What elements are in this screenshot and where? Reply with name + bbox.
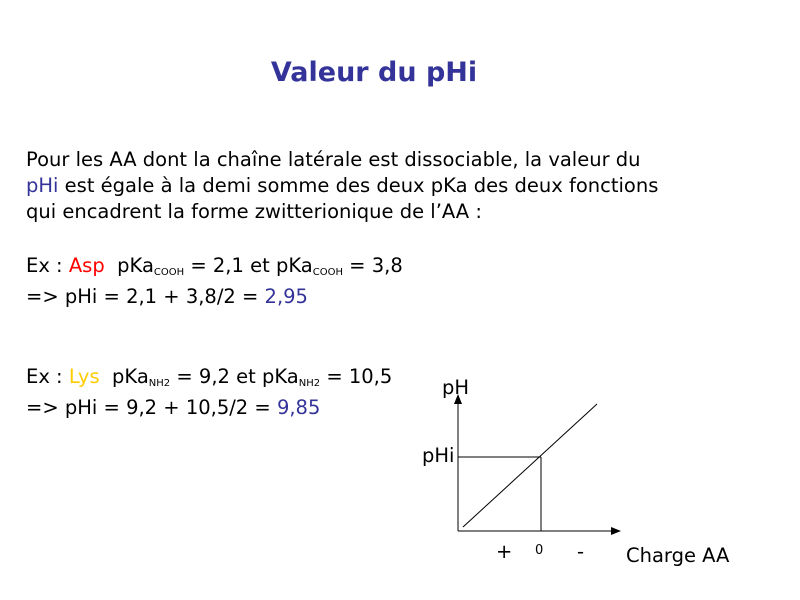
example1-pka1-value: = 2,1 et [184, 254, 276, 277]
plus-label: + [496, 540, 513, 563]
minus-label: - [577, 540, 585, 563]
example2-prefix: Ex : [26, 365, 69, 388]
example2-pka1-sub: NH2 [148, 378, 171, 389]
example1-calc: => pHi = 2,1 + 3,8/2 = [26, 285, 265, 308]
example2-pka1-label: pKa [112, 365, 149, 388]
x-axis-arrow [611, 527, 621, 535]
example2-amino-acid: Lys [68, 365, 100, 388]
example1-pka2-label: pKa [275, 254, 313, 277]
x-axis-label: Charge AA [626, 544, 730, 567]
phi-term: pHi [26, 174, 59, 197]
phi-label: pHi [422, 444, 455, 467]
example1-pka1-sub: COOH [153, 267, 185, 278]
example1-result: 2,95 [264, 285, 308, 308]
diagonal-line [463, 404, 597, 527]
example1-pka1-label: pKa [117, 254, 154, 277]
paragraph-part1: Pour les AA dont la chaîne latérale est dissociable, la valeur du [26, 148, 641, 171]
example2-result: 9,85 [276, 396, 321, 419]
zero-label: 0 [535, 543, 544, 558]
example2-pka1-value: = 9,2 et [170, 365, 262, 388]
example1-pka2-sub: COOH [312, 267, 343, 278]
example2-pka2-label: pKa [261, 365, 299, 388]
paragraph-part3: qui encadrent la forme zwitterionique de l’AA : [26, 200, 482, 223]
example2-pka2-sub: NH2 [298, 378, 321, 389]
example1-amino-acid: Asp [68, 254, 105, 277]
example2-calc: => pHi = 9,2 + 10,5/2 = [26, 396, 277, 419]
example1-pka2-value: = 3,8 [342, 254, 403, 277]
paragraph-part2: est égale à la demi somme des deux pKa des deux fonctions [58, 174, 659, 197]
slide-title: Valeur du pHi [270, 57, 478, 88]
example1-prefix: Ex : [26, 254, 69, 277]
y-axis-label: pH [442, 376, 470, 399]
example2-pka2-value: = 10,5 [320, 365, 393, 388]
